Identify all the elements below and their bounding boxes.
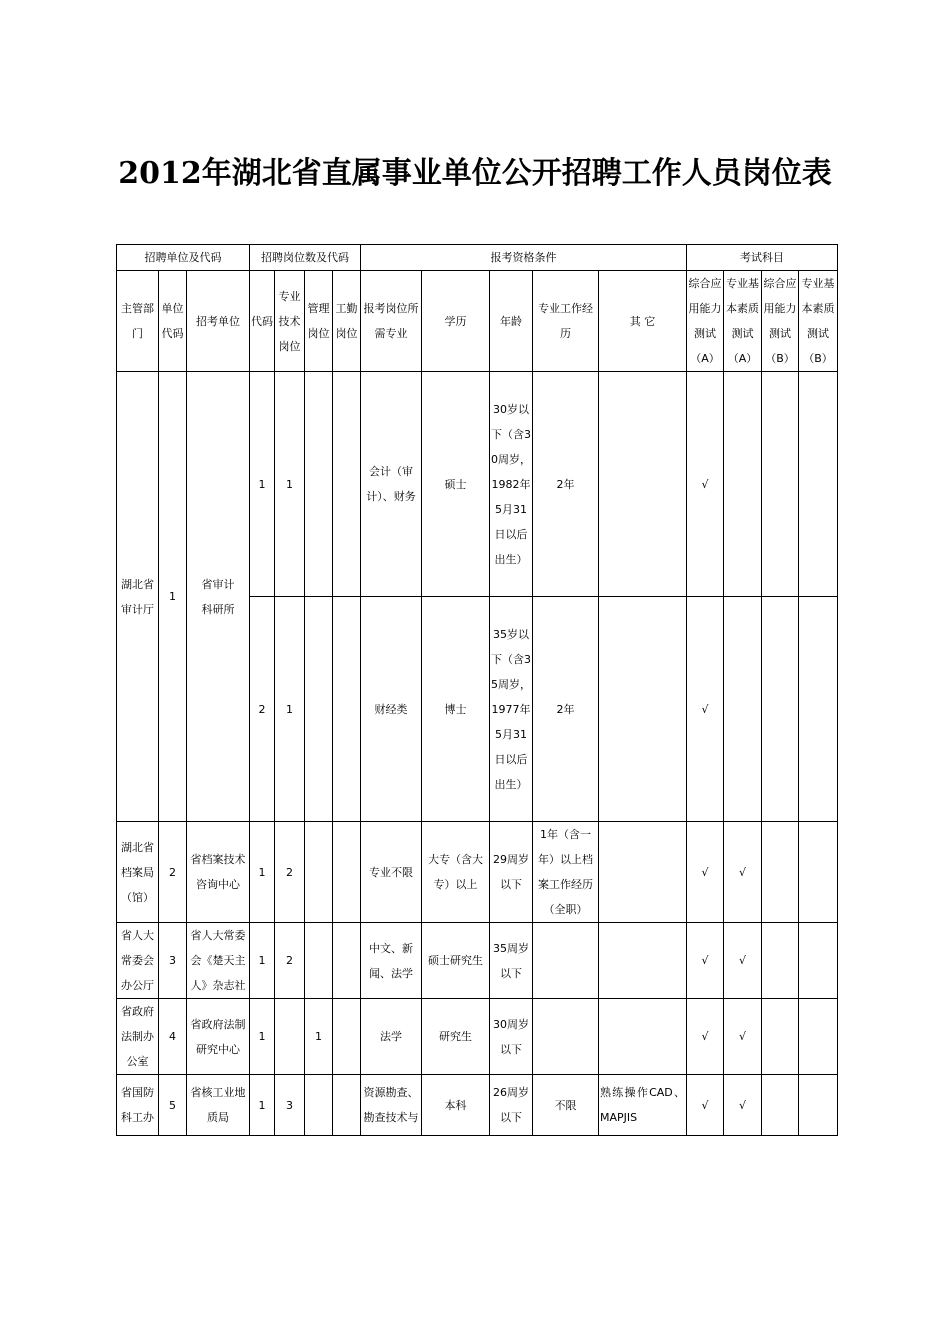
cell-unit-code: 1 — [159, 372, 187, 822]
cell-other — [599, 923, 687, 999]
header-unit: 招考单位 — [187, 271, 250, 372]
table-row — [117, 923, 838, 999]
cell-edu: 大专（含大专）以上 — [422, 822, 490, 923]
cell-unit: 省档案技术咨询中心 — [187, 822, 250, 923]
cell-exam-a2 — [724, 597, 762, 822]
cell-exam-a2: √ — [724, 999, 762, 1075]
table-row — [117, 822, 838, 923]
cell-exp: 1年（含一年）以上档案工作经历（全职） — [533, 822, 599, 923]
cell-work — [333, 822, 361, 923]
cell-age: 29周岁以下 — [490, 822, 533, 923]
cell-unit-code: 3 — [159, 923, 187, 999]
header-group-row — [117, 245, 838, 271]
cell-unit: 省核工业地质局 — [187, 1075, 250, 1136]
cell-edu: 硕士 — [422, 372, 490, 597]
cell-tech: 1 — [275, 372, 305, 597]
cell-code: 1 — [250, 1075, 275, 1136]
cell-edu: 博士 — [422, 597, 490, 822]
cell-edu: 研究生 — [422, 999, 490, 1075]
cell-major: 会计（审计）、财务 — [361, 372, 422, 597]
cell-exp: 不限 — [533, 1075, 599, 1136]
cell-exam-a2: √ — [724, 1075, 762, 1136]
cell-other — [599, 999, 687, 1075]
cell-dept: 湖北省审计厅 — [117, 372, 159, 822]
cell-work — [333, 597, 361, 822]
cell-exp: 2年 — [533, 372, 599, 597]
table-row — [117, 999, 838, 1075]
cell-exam-a1: √ — [687, 999, 724, 1075]
header-dept: 主管部门 — [117, 271, 159, 372]
header-tech: 专业技术岗位 — [275, 271, 305, 372]
cell-code: 1 — [250, 822, 275, 923]
page-title: 2012年湖北省直属事业单位公开招聘工作人员岗位表 — [118, 156, 832, 191]
header-code: 代码 — [250, 271, 275, 372]
cell-unit: 省审计科研所 — [187, 372, 250, 822]
cell-dept: 省政府法制办公室 — [117, 999, 159, 1075]
cell-unit-code: 4 — [159, 999, 187, 1075]
cell-work — [333, 999, 361, 1075]
cell-exp: 2年 — [533, 597, 599, 822]
cell-exam-b1 — [762, 597, 799, 822]
cell-mgmt — [305, 822, 333, 923]
table-row — [117, 372, 838, 597]
cell-exam-b2 — [799, 1075, 838, 1136]
cell-tech: 2 — [275, 923, 305, 999]
cell-exam-b2 — [799, 923, 838, 999]
cell-exp — [533, 999, 599, 1075]
cell-tech: 1 — [275, 597, 305, 822]
cell-exam-b1 — [762, 372, 799, 597]
cell-other — [599, 372, 687, 597]
cell-major: 中文、新闻、法学 — [361, 923, 422, 999]
header-group-exam: 考试科目 — [687, 245, 838, 271]
cell-exp — [533, 923, 599, 999]
header-work: 工勤岗位 — [333, 271, 361, 372]
cell-work — [333, 923, 361, 999]
cell-other — [599, 822, 687, 923]
cell-mgmt — [305, 597, 333, 822]
cell-unit: 省人大常委会《楚天主人》杂志社 — [187, 923, 250, 999]
cell-code: 1 — [250, 999, 275, 1075]
cell-major: 财经类 — [361, 597, 422, 822]
cell-edu: 硕士研究生 — [422, 923, 490, 999]
cell-major: 专业不限 — [361, 822, 422, 923]
header-mgmt: 管理岗位 — [305, 271, 333, 372]
header-exp: 专业工作经历 — [533, 271, 599, 372]
cell-work — [333, 1075, 361, 1136]
cell-exam-a1: √ — [687, 822, 724, 923]
header-edu: 学历 — [422, 271, 490, 372]
cell-unit-code: 2 — [159, 822, 187, 923]
cell-age: 30岁以下（含30周岁，1982年5月31日以后出生） — [490, 372, 533, 597]
header-group-qual: 报考资格条件 — [361, 245, 687, 271]
cell-unit: 省政府法制研究中心 — [187, 999, 250, 1075]
header-exam-b1: 综合应用能力测试（B） — [762, 271, 799, 372]
cell-mgmt — [305, 1075, 333, 1136]
header-major: 报考岗位所需专业 — [361, 271, 422, 372]
cell-tech: 2 — [275, 822, 305, 923]
table-row — [117, 1075, 838, 1136]
cell-unit-code: 5 — [159, 1075, 187, 1136]
header-exam-a2: 专业基本素质测试（A） — [724, 271, 762, 372]
cell-edu: 本科 — [422, 1075, 490, 1136]
header-group-posts: 招聘岗位数及代码 — [250, 245, 361, 271]
cell-exam-a2 — [724, 372, 762, 597]
cell-exam-b1 — [762, 923, 799, 999]
cell-exam-b2 — [799, 822, 838, 923]
cell-dept: 省国防科工办 — [117, 1075, 159, 1136]
cell-exam-b1 — [762, 822, 799, 923]
cell-age: 35周岁以下 — [490, 923, 533, 999]
cell-age: 26周岁以下 — [490, 1075, 533, 1136]
cell-exam-b1 — [762, 1075, 799, 1136]
cell-tech: 3 — [275, 1075, 305, 1136]
cell-exam-b2 — [799, 999, 838, 1075]
cell-mgmt — [305, 372, 333, 597]
cell-mgmt: 1 — [305, 999, 333, 1075]
cell-code: 2 — [250, 597, 275, 822]
job-table — [116, 244, 838, 1136]
header-group-unit: 招聘单位及代码 — [117, 245, 250, 271]
cell-age: 30周岁以下 — [490, 999, 533, 1075]
cell-exam-a2: √ — [724, 822, 762, 923]
cell-dept: 湖北省档案局（馆） — [117, 822, 159, 923]
header-age: 年龄 — [490, 271, 533, 372]
cell-work — [333, 372, 361, 597]
cell-dept: 省人大常委会办公厅 — [117, 923, 159, 999]
cell-exam-b2 — [799, 597, 838, 822]
cell-other: 熟练操作CAD、MAPJIS — [599, 1075, 687, 1136]
cell-tech — [275, 999, 305, 1075]
cell-exam-a2: √ — [724, 923, 762, 999]
header-exam-a1: 综合应用能力测试（A） — [687, 271, 724, 372]
cell-code: 1 — [250, 372, 275, 597]
cell-other — [599, 597, 687, 822]
cell-age: 35岁以下（含35周岁，1977年5月31日以后出生） — [490, 597, 533, 822]
cell-major: 法学 — [361, 999, 422, 1075]
header-unit-code: 单位代码 — [159, 271, 187, 372]
cell-exam-b2 — [799, 372, 838, 597]
cell-exam-a1: √ — [687, 372, 724, 597]
cell-exam-a1: √ — [687, 597, 724, 822]
cell-exam-a1: √ — [687, 1075, 724, 1136]
cell-major: 资源勘查、勘查技术与 — [361, 1075, 422, 1136]
cell-code: 1 — [250, 923, 275, 999]
cell-exam-b1 — [762, 999, 799, 1075]
cell-exam-a1: √ — [687, 923, 724, 999]
header-other: 其 它 — [599, 271, 687, 372]
header-col-row — [117, 271, 838, 372]
cell-mgmt — [305, 923, 333, 999]
header-exam-b2: 专业基本素质测试（B） — [799, 271, 838, 372]
